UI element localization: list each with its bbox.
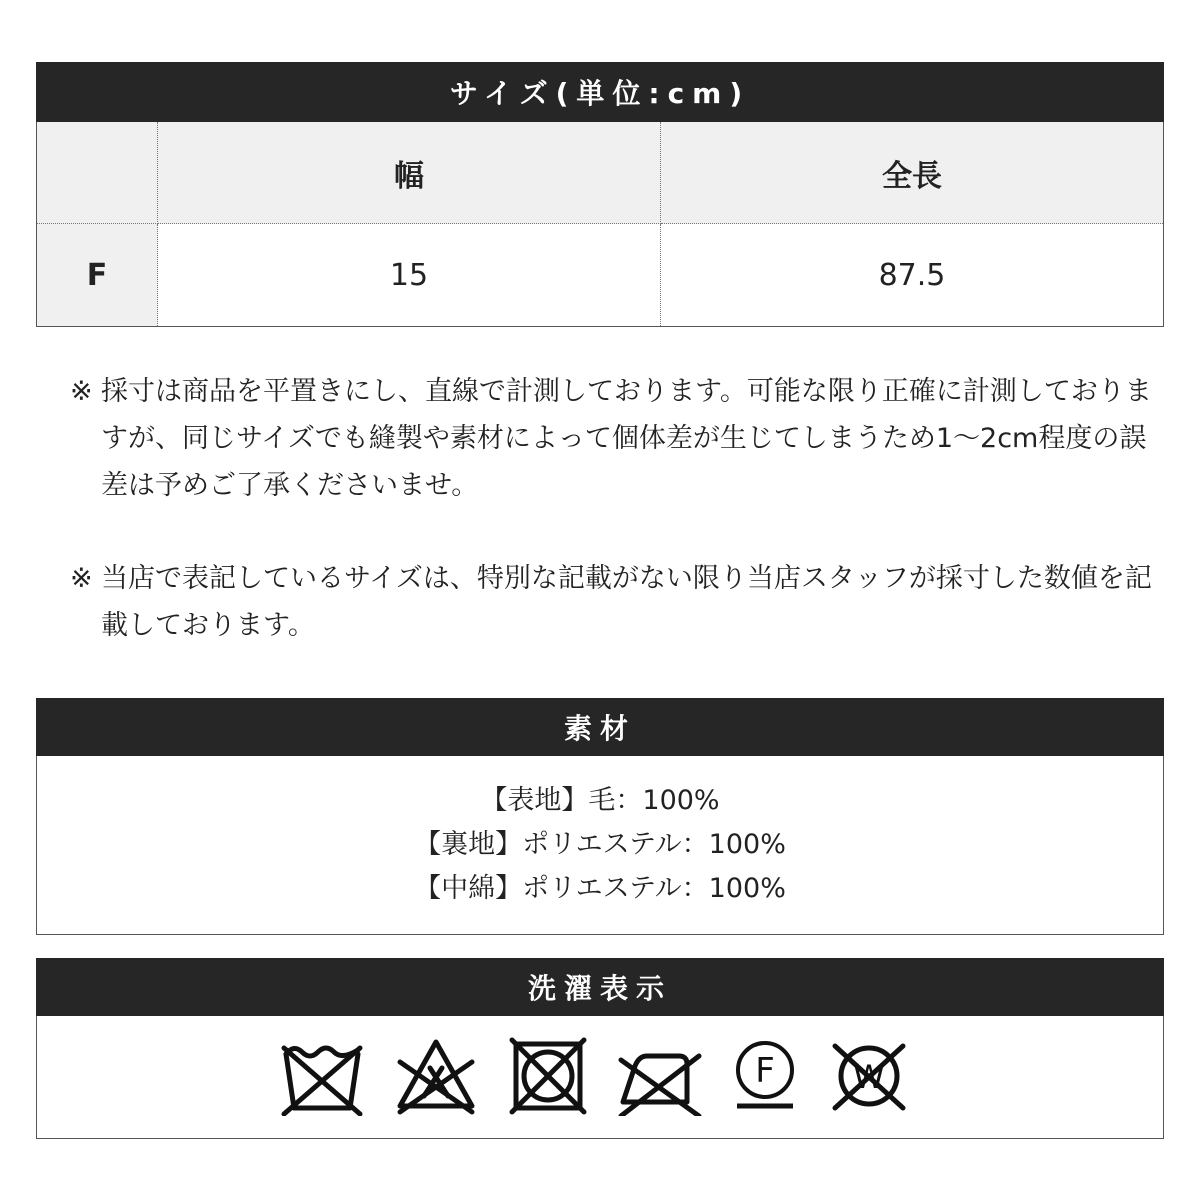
- material-box: [36, 756, 1164, 935]
- note-text: 当店で表記しているサイズは、特別な記載がない限り当店スタッフが採寸した数値を記載しております。: [101, 563, 1152, 641]
- row-label-cell: [37, 224, 158, 326]
- column-header-length-label: 全長: [882, 158, 942, 194]
- material-section-title: 素材: [563, 712, 636, 745]
- size-table: [36, 122, 1164, 327]
- length-value-cell: [661, 224, 1163, 326]
- do-not-iron-icon: [617, 1036, 703, 1116]
- do-not-bleach-icon: [394, 1036, 478, 1116]
- wet-clean-letter: W: [853, 1058, 885, 1096]
- care-section-header: [36, 958, 1164, 1016]
- note-mark: ※: [70, 376, 93, 407]
- column-header-width-label: 幅: [394, 158, 424, 194]
- size-source-note: [70, 555, 1160, 649]
- material-section-header: [36, 698, 1164, 756]
- material-outer: 【表地】毛：100%: [480, 785, 720, 816]
- do-not-wash-icon: [280, 1036, 364, 1116]
- material-filling: 【中綿】ポリエステル：100%: [414, 873, 786, 904]
- care-box: [36, 1016, 1164, 1139]
- row-label: F: [86, 257, 108, 293]
- measurement-note: [70, 368, 1160, 509]
- column-header-width: [158, 122, 661, 224]
- column-header-length: [661, 122, 1163, 224]
- do-not-tumble-dry-icon: [508, 1036, 588, 1116]
- note-text: 採寸は商品を平置きにし、直線で計測しております。可能な限り正確に計測しておりますが、同じサイズでも縫製や素材によって個体差が生じてしまうため1～2cm程度の誤差は予めご了承くださいませ。: [101, 376, 1152, 501]
- dry-clean-petroleum-icon: [733, 1036, 797, 1116]
- width-value-cell: [158, 224, 661, 326]
- dry-clean-letter: F: [755, 1051, 775, 1091]
- note-mark: ※: [70, 563, 93, 594]
- table-corner-cell: [37, 122, 158, 224]
- do-not-wet-clean-icon: [827, 1036, 911, 1116]
- material-lining: 【裏地】ポリエステル：100%: [414, 829, 786, 860]
- width-value: 15: [389, 257, 429, 293]
- size-section-title: サイズ(単位:cm): [449, 77, 751, 110]
- care-section-title: 洗濯表示: [527, 972, 672, 1005]
- length-value: 87.5: [878, 257, 946, 293]
- size-section-header: [36, 62, 1164, 122]
